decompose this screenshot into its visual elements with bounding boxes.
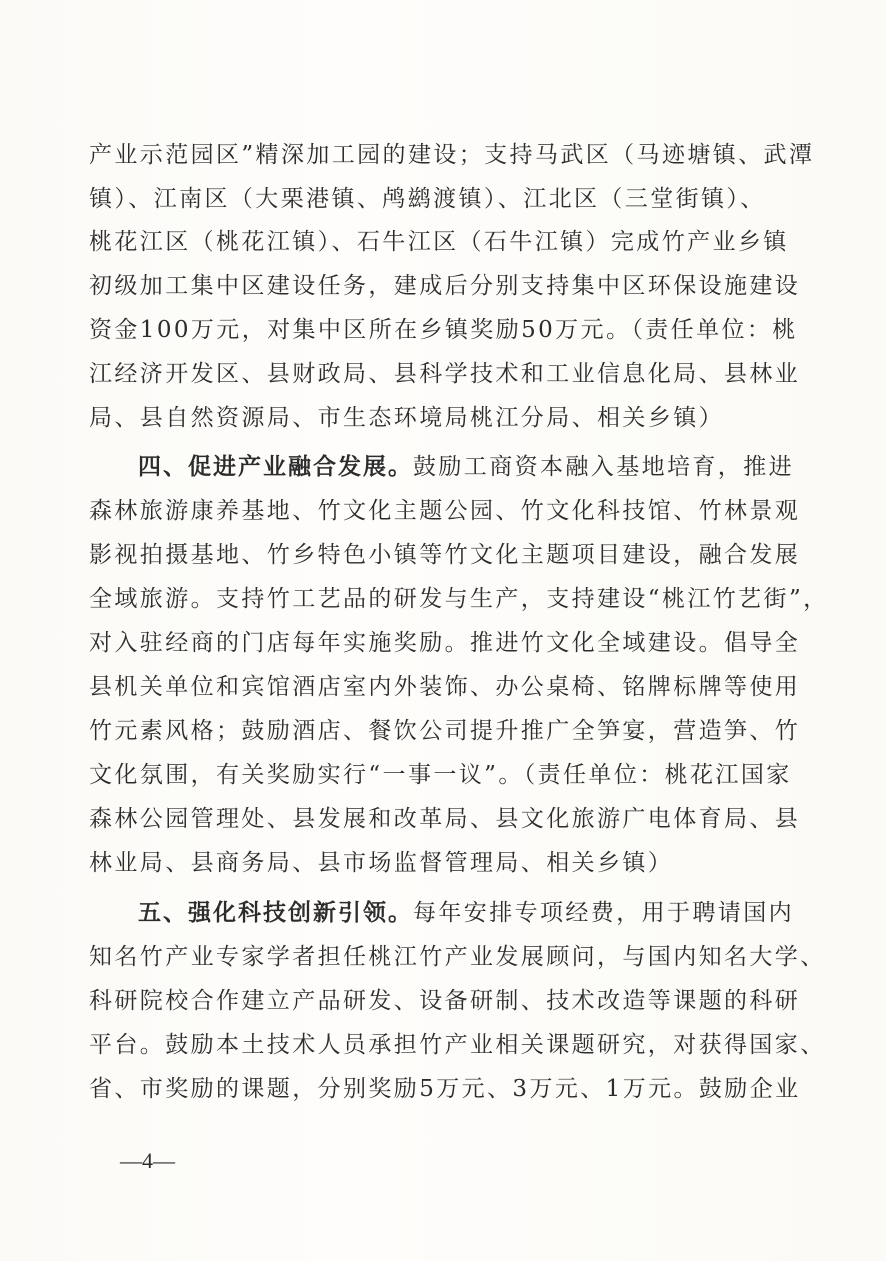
section-5-first-line: [138, 893, 794, 933]
text-line: 林业局、县商务局、县市场监督管理局、相关乡镇）: [89, 850, 674, 876]
text-line: 全域旅游。支持竹工艺品的研发与生产，支持建设“桃江竹艺街”，: [89, 586, 829, 612]
section-5-intro: 每年安排专项经费，用于聘请国内: [413, 900, 794, 926]
text-line: 县机关单位和宾馆酒店室内外装饰、办公桌椅、铭牌标牌等使用: [89, 674, 801, 700]
text-line: 科研院校合作建立产品研发、设备研制、技术改造等课题的科研: [89, 988, 801, 1014]
text-line: 省、市奖励的课题，分别奖励5万元、3万元、1万元。鼓励企业: [89, 1076, 801, 1102]
section-4-intro: 鼓励工商资本融入基地培育，推进: [413, 454, 794, 480]
text-line: 产业示范园区”精深加工园的建设；支持马武区（马迹塘镇、武潭: [89, 142, 815, 168]
text-line: 影视拍摄基地、竹乡特色小镇等竹文化主题项目建设，融合发展: [89, 542, 801, 568]
section-4-heading: 四、促进产业融合发展。: [138, 453, 413, 480]
text-line: 平台。鼓励本土技术人员承担竹产业相关课题研究，对获得国家、: [89, 1032, 826, 1058]
section-4-first-line: [138, 447, 794, 487]
text-line: 森林公园管理处、县发展和改革局、县文化旅游广电体育局、县: [89, 806, 801, 832]
text-line: 竹元素风格；鼓励酒店、餐饮公司提升推广全笋宴，营造笋、竹: [89, 718, 801, 744]
text-line: 镇）、江南区（大栗港镇、鸬鹚渡镇）、江北区（三堂街镇）、: [89, 186, 766, 212]
text-line: 知名竹产业专家学者担任桃江竹产业发展顾问，与国内知名大学、: [89, 944, 826, 970]
text-line: 森林旅游康养基地、竹文化主题公园、竹文化科技馆、竹林景观: [89, 498, 801, 524]
text-line: 文化氛围，有关奖励实行“一事一议”。（责任单位：桃花江国家: [89, 762, 792, 788]
page-number: —4—: [120, 1148, 175, 1173]
text-line: 江经济开发区、县财政局、县科学技术和工业信息化局、县林业: [89, 361, 801, 387]
text-line: 对入驻经商的门店每年实施奖励。推进竹文化全域建设。倡导全: [89, 630, 801, 656]
text-line: 局、县自然资源局、市生态环境局桃江分局、相关乡镇）: [89, 405, 724, 431]
text-line: 资金100万元，对集中区所在乡镇奖励50万元。（责任单位：桃: [89, 317, 798, 343]
text-line: 初级加工集中区建设任务，建成后分别支持集中区环保设施建设: [89, 273, 801, 299]
text-line: 桃花江区（桃花江镇）、石牛江区（石牛江镇）完成竹产业乡镇: [89, 229, 789, 255]
section-5-heading: 五、强化科技创新引领。: [138, 899, 413, 926]
